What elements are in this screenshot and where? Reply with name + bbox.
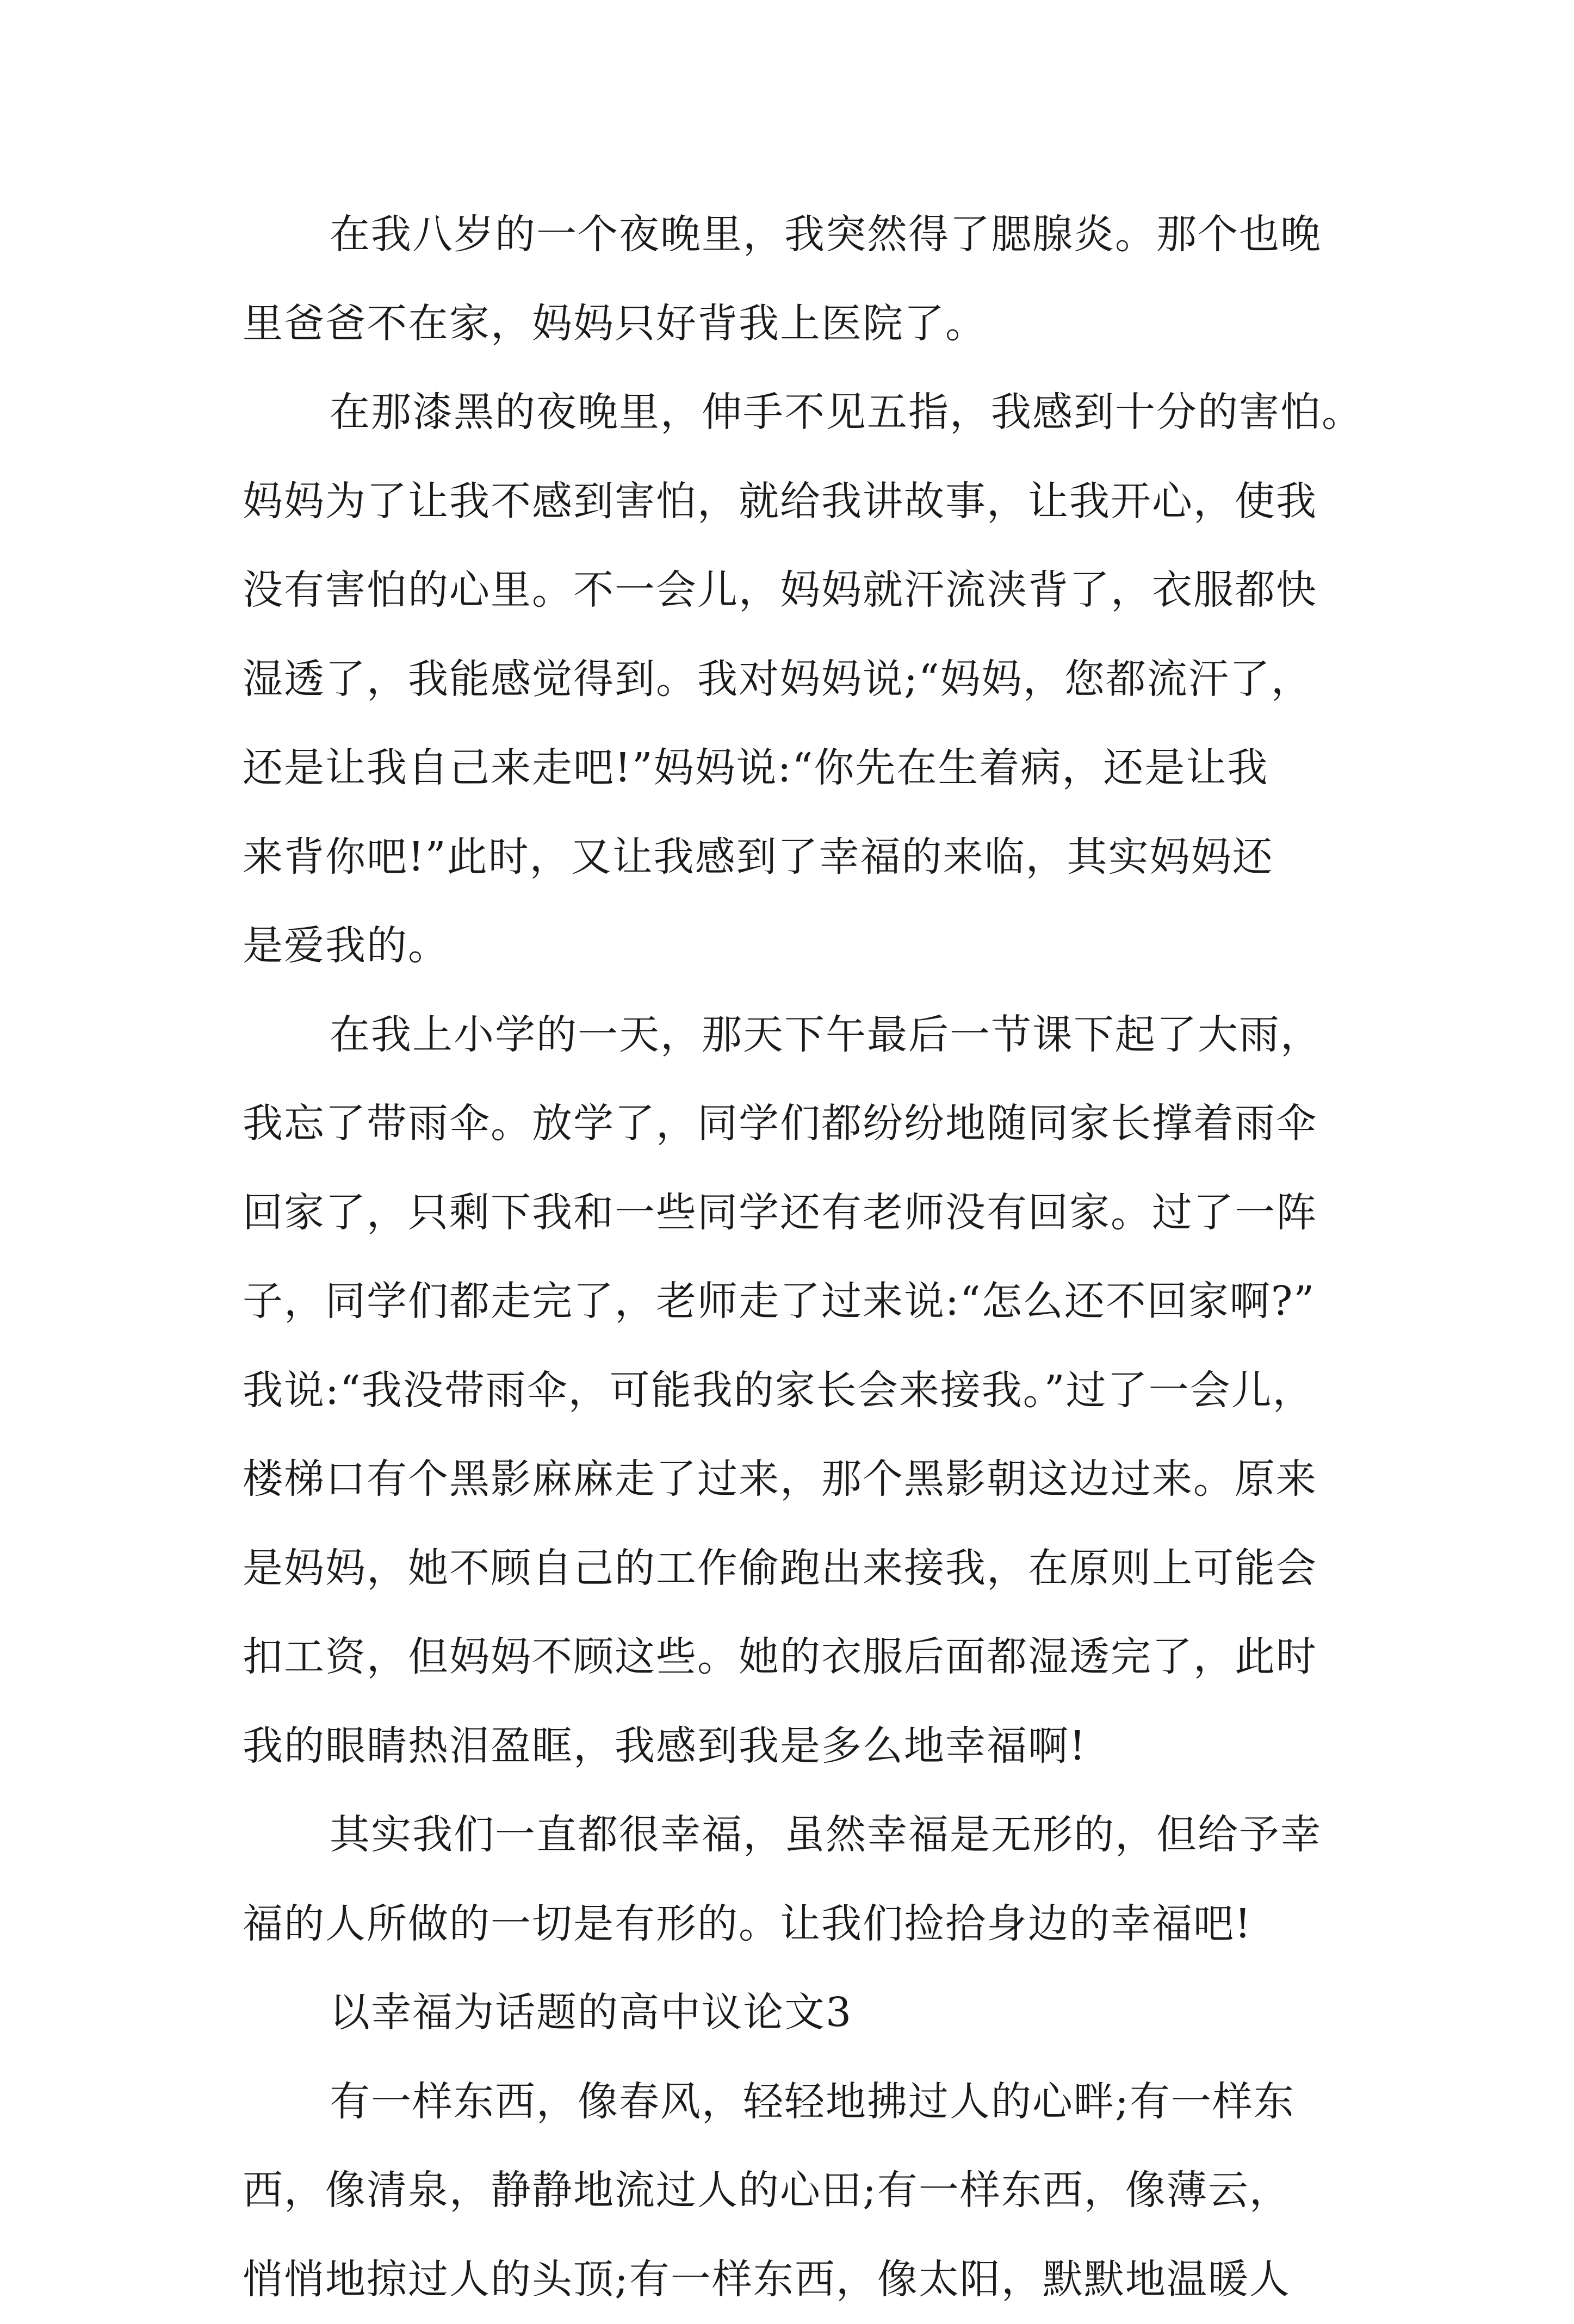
text-line: 我的眼睛热泪盈眶，我感到我是多么地幸福啊! bbox=[243, 1702, 1342, 1791]
text-line: 福的人所做的一切是有形的。让我们捡拾身边的幸福吧! bbox=[243, 1880, 1342, 1969]
text-line: 其实我们一直都很幸福，虽然幸福是无形的，但给予幸 bbox=[243, 1791, 1342, 1880]
text-line: 回家了，只剩下我和一些同学还有老师没有回家。过了一阵 bbox=[243, 1169, 1342, 1258]
text-line: 在我八岁的一个夜晚里，我突然得了腮腺炎。那个也晚 bbox=[243, 190, 1342, 279]
text-line: 悄悄地掠过人的头顶;有一样东西，像太阳，默默地温暖人 bbox=[243, 2235, 1342, 2324]
text-line: 西，像清泉，静静地流过人的心田;有一样东西，像薄云， bbox=[243, 2146, 1342, 2235]
text-line: 还是让我自己来走吧!”妈妈说:“你先在生着病，还是让我 bbox=[243, 724, 1342, 813]
text-line: 湿透了，我能感觉得到。我对妈妈说;“妈妈，您都流汗了， bbox=[243, 635, 1342, 724]
text-line: 没有害怕的心里。不一会儿，妈妈就汗流浃背了，衣服都快 bbox=[243, 546, 1342, 635]
text-line: 扣工资，但妈妈不顾这些。她的衣服后面都湿透完了，此时 bbox=[243, 1613, 1342, 1702]
text-line: 子，同学们都走完了，老师走了过来说:“怎么还不回家啊?” bbox=[243, 1257, 1342, 1346]
text-line: 在那漆黑的夜晚里，伸手不见五指，我感到十分的害怕。 bbox=[243, 368, 1342, 457]
text-line: 在我上小学的一天，那天下午最后一节课下起了大雨， bbox=[243, 991, 1342, 1080]
text-line: 楼梯口有个黑影麻麻走了过来，那个黑影朝这边过来。原来 bbox=[243, 1435, 1342, 1524]
text-line: 妈妈为了让我不感到害怕，就给我讲故事，让我开心，使我 bbox=[243, 457, 1342, 546]
text-line: 里爸爸不在家，妈妈只好背我上医院了。 bbox=[243, 279, 1342, 369]
text-line: 有一样东西，像春风，轻轻地拂过人的心畔;有一样东 bbox=[243, 2058, 1342, 2147]
text-line: 是爱我的。 bbox=[243, 902, 1342, 991]
text-line: 我说:“我没带雨伞，可能我的家长会来接我。”过了一会儿， bbox=[243, 1346, 1342, 1436]
essay-text bbox=[243, 190, 1342, 2324]
text-line: 是妈妈，她不顾自己的工作偷跑出来接我，在原则上可能会 bbox=[243, 1524, 1342, 1613]
text-line: 来背你吧!”此时，又让我感到了幸福的来临，其实妈妈还 bbox=[243, 813, 1342, 902]
text-line: 我忘了带雨伞。放学了，同学们都纷纷地随同家长撑着雨伞 bbox=[243, 1079, 1342, 1169]
section-heading: 以幸福为话题的高中议论文3 bbox=[243, 1968, 1342, 2058]
